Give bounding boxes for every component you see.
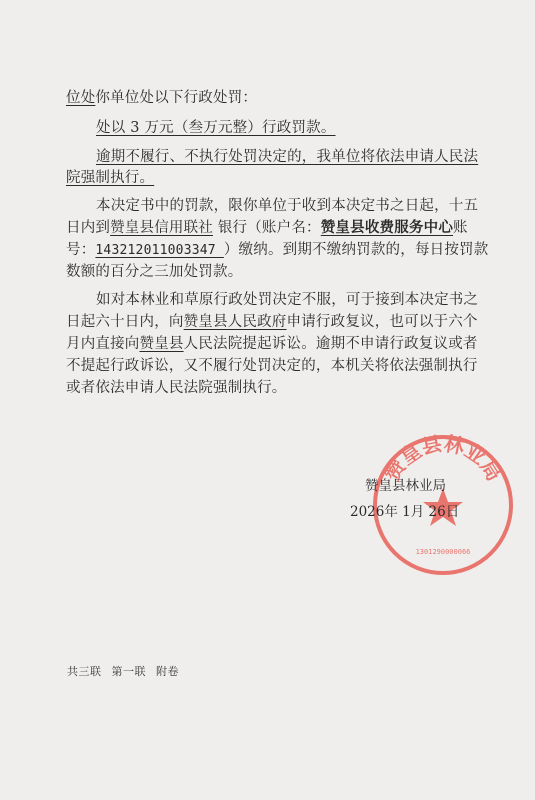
court-county: 赞皇县 (139, 336, 184, 352)
penalty-amount-line: 处以 3 万元（叁万元整）行政罚款。 (96, 120, 336, 136)
text-fragment: 日内到 (66, 220, 111, 236)
appeal-line-5: 或者依法申请人民法院强制执行。 (66, 380, 287, 396)
paragraph-enforcement-line-1: 逾期不履行、不执行处罚决定的，我单位将依法申请人民法 (96, 149, 479, 165)
payment-line-1: 本决定书中的罚款，限你单位于收到本决定书之日起，十五 (96, 198, 479, 214)
text-fragment: 银行（账户名： (213, 220, 321, 236)
text-fragment: ）缴纳。到期不缴纳罚款的，每日按罚款 (223, 242, 489, 258)
text-fragment: 月内直接向 (66, 336, 140, 352)
bank-name: 赞皇县信用联社 (110, 220, 214, 236)
text-fragment: 人民法院提起诉讼。逾期不申请行政复议或者 (183, 336, 478, 352)
paragraph-enforcement-line-2: 院强制执行。 (66, 170, 155, 186)
government-name: 赞皇县人民政府 (183, 314, 287, 330)
appeal-line-4: 不提起行政诉讼，又不履行处罚决定的，本机关将依法强制执行 (66, 358, 478, 374)
appeal-line-1: 如对本林业和草原行政处罚决定不服，可于接到本决定书之 (96, 292, 479, 308)
text-fragment: 日起六十日内，向 (66, 314, 184, 330)
payment-line-4: 数额的百分之三加处罚款。 (66, 264, 243, 280)
footer-copies: 共三联 (67, 665, 102, 678)
text-fragment: 号： (66, 242, 96, 258)
account-number: 143212011003347 (95, 243, 224, 258)
seal-text: 赞皇县林业局 (379, 431, 507, 486)
signing-organization: 赞皇县林业局 (365, 478, 446, 494)
account-name: 赞皇县收费服务中心 (320, 219, 454, 236)
appeal-line-2 (66, 312, 478, 332)
footer-copy-info (67, 663, 189, 679)
text-fragment: 账 (453, 220, 468, 236)
signing-date: 2026年 1月 26日 (350, 504, 460, 520)
text-fragment: 位处 (66, 90, 96, 106)
appeal-line-3 (66, 334, 478, 354)
paragraph-penalty-intro (66, 88, 257, 108)
text-fragment: 申请行政复议，也可以于六个 (286, 314, 478, 330)
seal-number: 1301290000066 (415, 548, 471, 556)
footer-copy-number: 第一联 (111, 665, 146, 678)
payment-line-2 (66, 218, 468, 238)
footer-file: 附卷 (156, 665, 179, 678)
payment-line-3 (66, 240, 488, 261)
text-fragment: 你单位处以下行政处罚： (95, 90, 258, 106)
